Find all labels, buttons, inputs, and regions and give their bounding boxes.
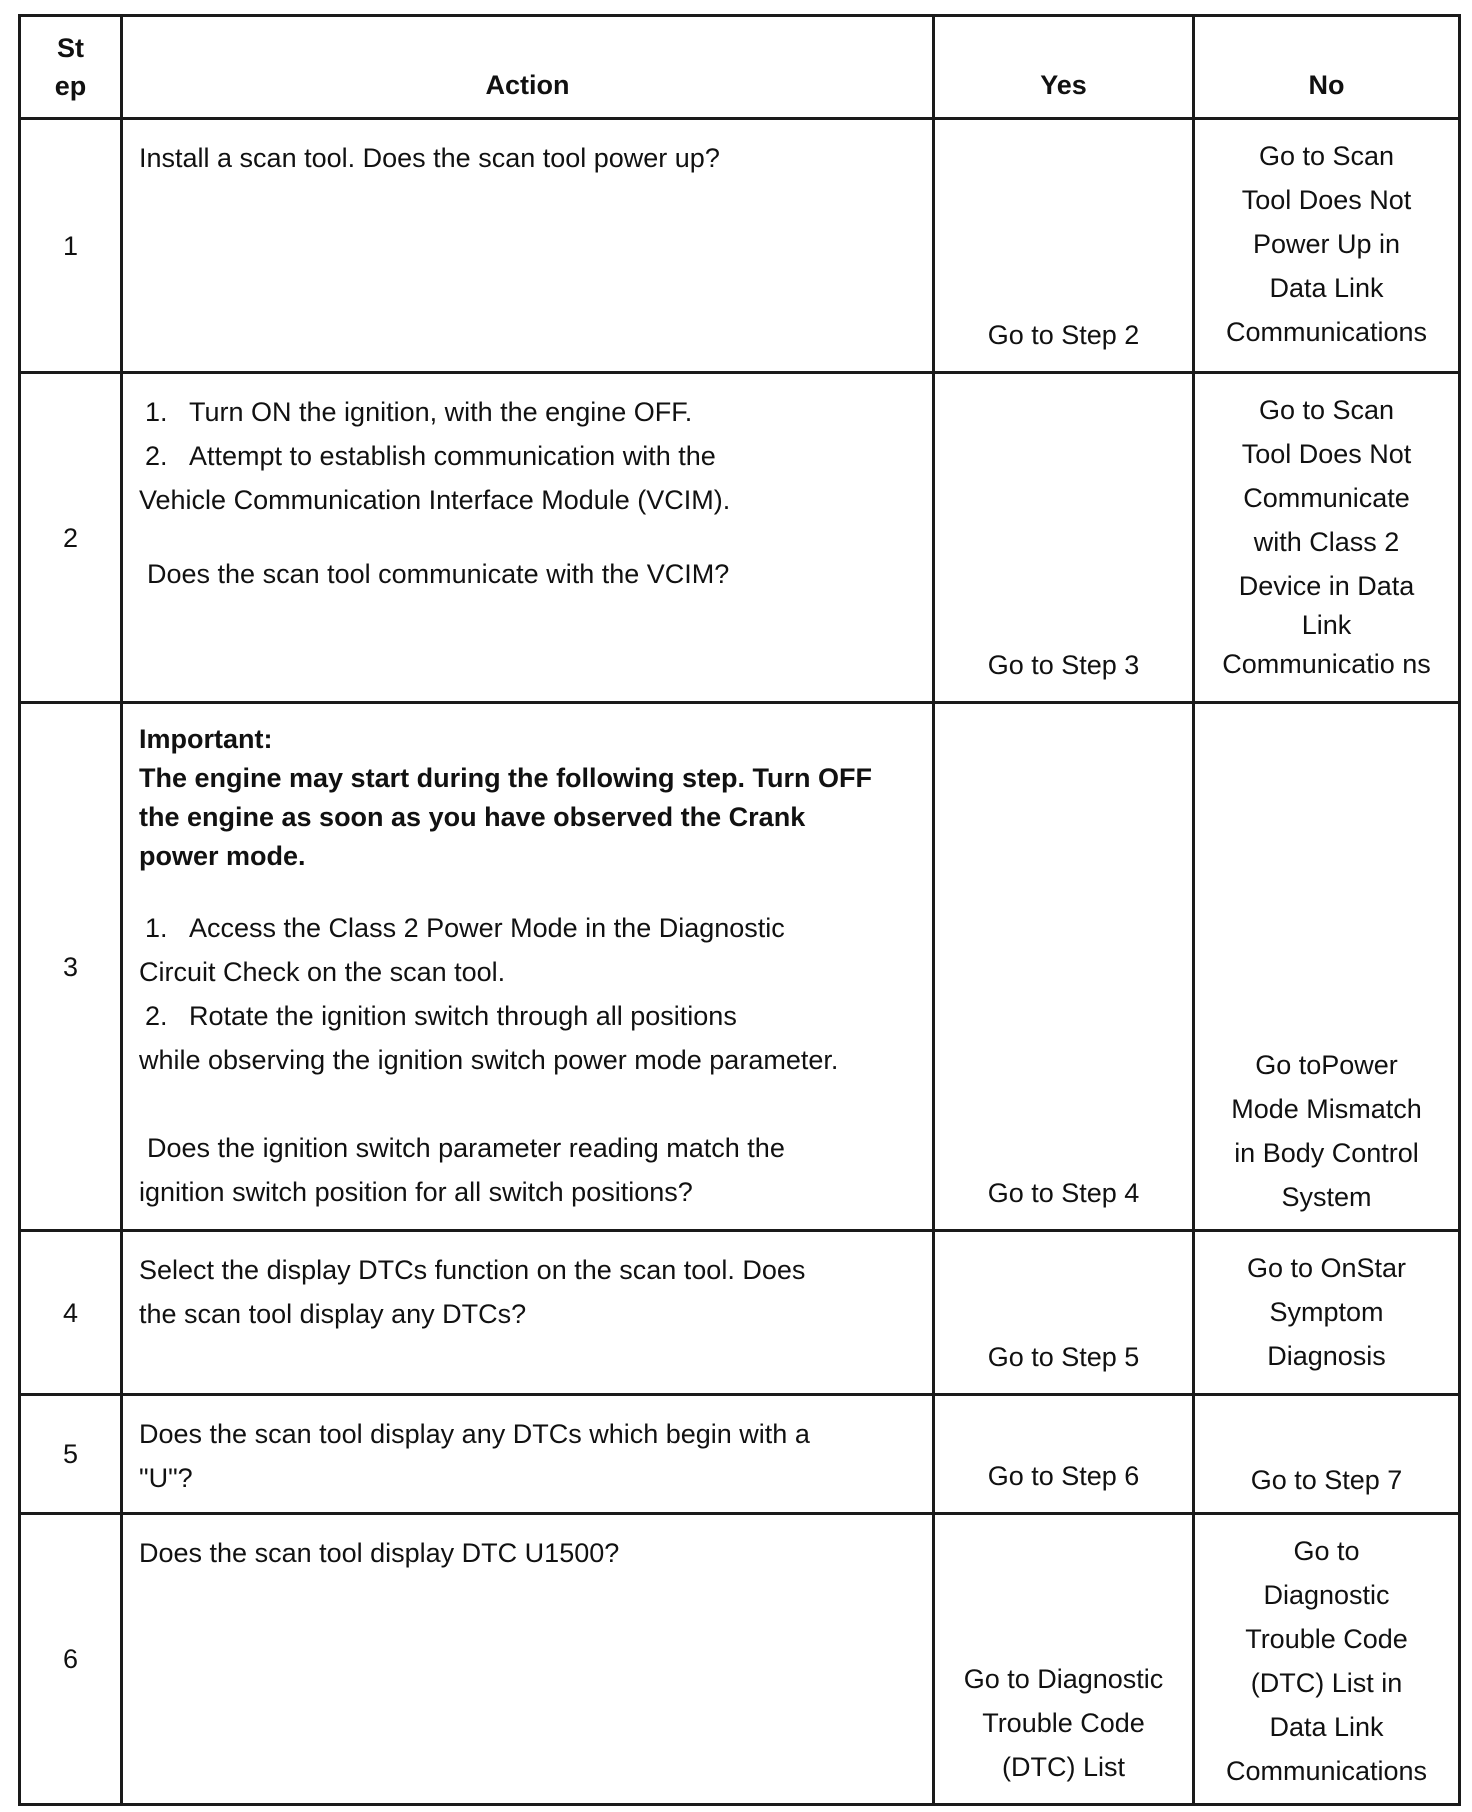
no-cell xyxy=(1194,119,1460,373)
header-step xyxy=(20,16,122,119)
no-text: Communications xyxy=(1225,1756,1428,1786)
no-text: Mode Mismatch xyxy=(1231,1094,1422,1124)
header-yes: Yes xyxy=(934,16,1194,119)
step-number: 4 xyxy=(20,1231,122,1395)
no-text: Go to Scan xyxy=(1258,141,1395,171)
no-text: Symptom xyxy=(1269,1297,1384,1327)
list-number: 2. xyxy=(145,1001,168,1031)
no-text: Go to xyxy=(1293,1536,1360,1566)
table-row xyxy=(20,373,1460,703)
step-number: 2 xyxy=(20,373,122,703)
table-row xyxy=(20,119,1460,373)
no-text: with Class 2 xyxy=(1253,527,1400,557)
no-text: System xyxy=(1281,1182,1372,1212)
no-text: Go to OnStar xyxy=(1246,1253,1407,1283)
no-text: Communicatio ns xyxy=(1222,649,1431,679)
action-text: Rotate the ignition switch through all positions xyxy=(189,1001,737,1031)
no-text: Go to Step 7 xyxy=(1250,1465,1403,1495)
yes-cell: Go to Step 6 xyxy=(934,1395,1194,1514)
no-text: Link xyxy=(1301,610,1352,640)
action-cell xyxy=(122,1231,934,1395)
list-number: 1. xyxy=(145,913,168,943)
action-text: Turn ON the ignition, with the engine OFF. xyxy=(189,397,693,427)
action-text: Vehicle Communication Interface Module (VCIM). xyxy=(139,485,731,515)
action-text: Does the scan tool display DTC U1500? xyxy=(139,1538,620,1568)
table-row xyxy=(20,1395,1460,1514)
table-row xyxy=(20,703,1460,1231)
no-text: Diagnosis xyxy=(1267,1341,1386,1371)
important-text: The engine may start during the following step. Turn OFF xyxy=(139,763,873,793)
action-cell xyxy=(122,373,934,703)
no-text: Tool Does Not xyxy=(1241,439,1412,469)
step-number: 3 xyxy=(20,703,122,1231)
action-text: Does the scan tool display any DTCs which begin with a xyxy=(139,1419,810,1449)
yes-cell: Go to Step 2 xyxy=(934,119,1194,373)
table-row xyxy=(20,1514,1460,1805)
no-text: Communicate xyxy=(1243,483,1410,513)
no-cell xyxy=(1194,1514,1460,1805)
no-cell xyxy=(1194,1231,1460,1395)
action-text: Attempt to establish communication with the xyxy=(189,441,716,471)
important-text: power mode. xyxy=(139,841,306,871)
list-number: 2. xyxy=(145,441,168,471)
yes-cell: Go to Step 5 xyxy=(934,1231,1194,1395)
yes-cell: Go to Step 4 xyxy=(934,703,1194,1231)
yes-cell: Go to Step 3 xyxy=(934,373,1194,703)
no-cell xyxy=(1194,1395,1460,1514)
action-list-item xyxy=(139,390,916,434)
action-cell xyxy=(122,1514,934,1805)
action-text: while observing the ignition switch power mode parameter. xyxy=(139,1045,839,1075)
header-row xyxy=(20,16,1460,119)
action-text: Install a scan tool. Does the scan tool power up? xyxy=(139,143,720,173)
step-number: 5 xyxy=(20,1395,122,1514)
table-row xyxy=(20,1231,1460,1395)
action-question: Does the ignition switch parameter reading match the xyxy=(147,1133,785,1163)
step-number: 1 xyxy=(20,119,122,373)
action-list-item xyxy=(139,906,916,950)
yes-text: Trouble Code xyxy=(982,1708,1145,1738)
no-text: Data Link xyxy=(1269,1712,1384,1742)
action-question: ignition switch position for all switch positions? xyxy=(139,1177,693,1207)
action-list-item xyxy=(139,994,916,1038)
action-cell xyxy=(122,703,934,1231)
action-text: Select the display DTCs function on the scan tool. Does xyxy=(139,1255,806,1285)
no-text: Device in Data xyxy=(1238,571,1415,601)
no-cell xyxy=(1194,703,1460,1231)
yes-text: (DTC) List xyxy=(1002,1752,1125,1782)
action-text: Circuit Check on the scan tool. xyxy=(139,957,506,987)
no-text: (DTC) List in xyxy=(1250,1668,1403,1698)
action-cell xyxy=(122,1395,934,1514)
no-text: Diagnostic xyxy=(1263,1580,1390,1610)
action-text: Access the Class 2 Power Mode in the Diagnostic xyxy=(189,913,785,943)
no-text: Tool Does Not xyxy=(1241,185,1412,215)
important-text: the engine as soon as you have observed the Crank xyxy=(139,802,806,832)
action-list-item xyxy=(139,434,916,478)
step-number: 6 xyxy=(20,1514,122,1805)
no-text: Go toPower xyxy=(1255,1050,1398,1080)
no-text: in Body Control xyxy=(1234,1138,1419,1168)
action-text: "U"? xyxy=(139,1463,193,1493)
header-step-line-2: ep xyxy=(54,71,87,101)
no-text: Communications xyxy=(1225,317,1428,347)
no-text: Trouble Code xyxy=(1245,1624,1408,1654)
no-text: Power Up in xyxy=(1252,229,1401,259)
no-text: Go to Scan xyxy=(1258,395,1395,425)
header-no: No xyxy=(1194,16,1460,119)
no-text: Data Link xyxy=(1269,273,1384,303)
important-label: Important: xyxy=(139,724,273,754)
header-action: Action xyxy=(122,16,934,119)
diagnostic-table xyxy=(18,14,1461,1806)
action-text: the scan tool display any DTCs? xyxy=(139,1299,527,1329)
action-cell xyxy=(122,119,934,373)
list-number: 1. xyxy=(145,397,168,427)
yes-cell xyxy=(934,1514,1194,1805)
yes-text: Go to Diagnostic xyxy=(963,1664,1164,1694)
action-question: Does the scan tool communicate with the VCIM? xyxy=(147,559,730,589)
header-step-line-1: St xyxy=(57,33,84,63)
no-cell xyxy=(1194,373,1460,703)
